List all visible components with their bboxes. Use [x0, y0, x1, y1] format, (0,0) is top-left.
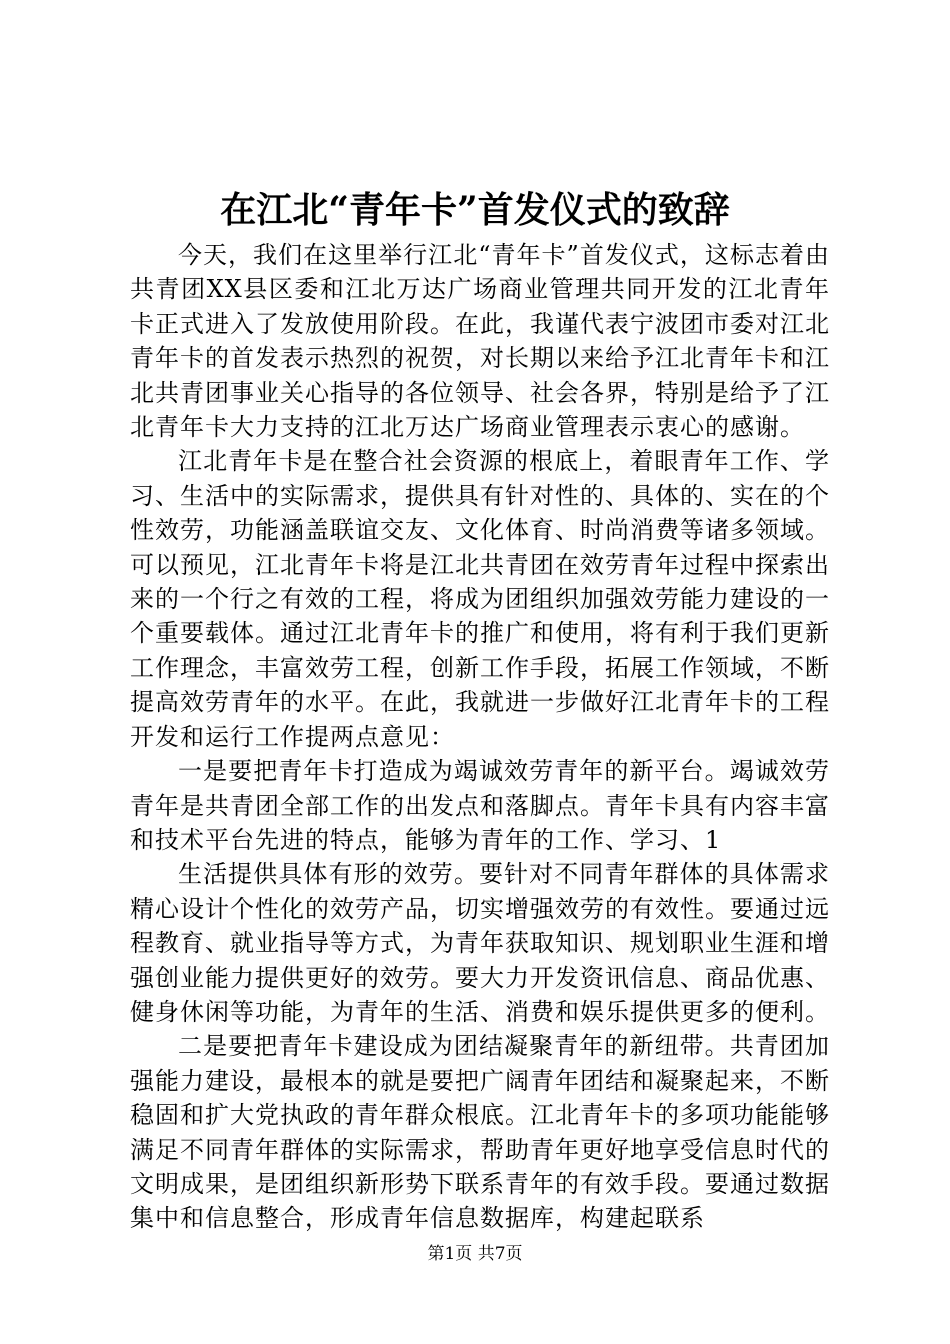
document-body — [130, 238, 830, 1236]
paragraph-card-purpose: 江北青年卡是在整合社会资源的根底上，着眼青年工作、学习、生活中的实际需求，提供具有针对性的、具体的、实在的个性效劳，功能涵盖联谊交友、文化体育、时尚消费等诸多领域。可以预见，江北青年卡将是江北共青团在效劳青年过程中探索出来的一个行之有效的工程，将成为团组织加强效劳能力建设的一个重要载体。通过江北青年卡的推广和使用，将有利于我们更新工作理念，丰富效劳工程，创新工作手段，拓展工作领域，不断提高效劳青年的水平。在此，我就进一步做好江北青年卡的工程开发和运行工作提两点意见： — [130, 447, 830, 751]
paragraph-services: 生活提供具体有形的效劳。要针对不同青年群体的具体需求精心设计个性化的效劳产品，切实增强效劳的有效性。要通过远程教育、就业指导等方式，为青年获取知识、规划职业生涯和增强创业能力提供更好的效劳。要大力开发资讯信息、商品优惠、健身休闲等功能，为青年的生活、消费和娱乐提供更多的便利。 — [130, 860, 830, 1026]
page-number-footer: 第1页 共7页 — [427, 1244, 523, 1264]
paragraph-point-two: 二是要把青年卡建设成为团结凝聚青年的新纽带。共青团加强能力建设，最根本的就是要把广阔青年团结和凝聚起来，不断稳固和扩大党执政的青年群众根底。江北青年卡的多项功能能够满足不同青年群体的实际需求，帮助青年更好地享受信息时代的文明成果，是团组织新形势下联系青年的有效手段。要通过数据集中和信息整合，形成青年信息数据库，构建起联系 — [130, 1032, 830, 1233]
paragraph-point-one: 一是要把青年卡打造成为竭诚效劳青年的新平台。竭诚效劳青年是共青团全部工作的出发点和落脚点。青年卡具有内容丰富和技术平台先进的特点，能够为青年的工作、学习、1 — [130, 757, 830, 854]
paragraph-opening: 今天，我们在这里举行江北“青年卡”首发仪式，这标志着由共青团XX县区委和江北万达广场商业管理共同开发的江北青年卡正式进入了发放使用阶段。在此，我谨代表宁波团市委对江北青年卡的首发表示热烈的祝贺，对长期以来给予江北青年卡和江北共青团事业关心指导的各位领导、社会各界，特别是给予了江北青年卡大力支持的江北万达广场商业管理表示衷心的感谢。 — [130, 241, 830, 442]
document-title: 在江北“青年卡”首发仪式的致辞 — [220, 189, 730, 231]
